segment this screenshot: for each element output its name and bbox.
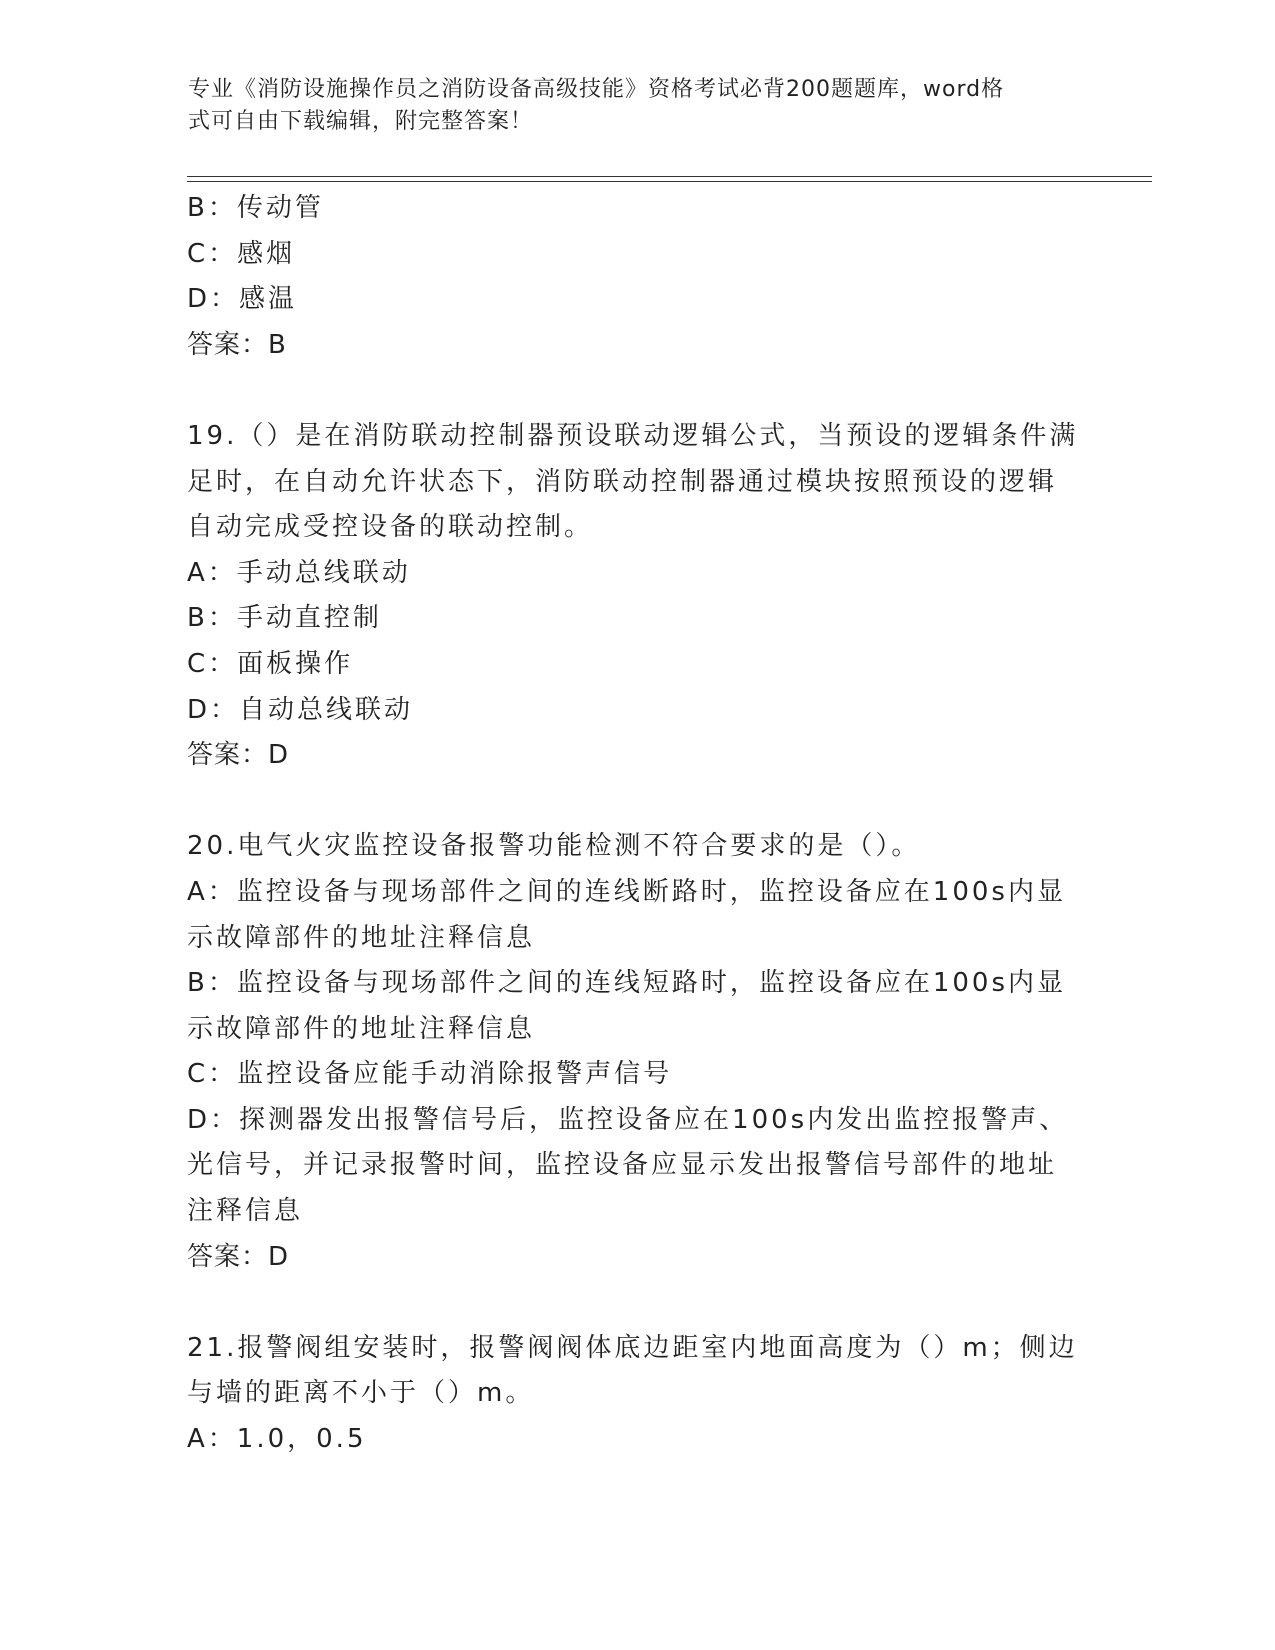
answer: 答案：B	[187, 329, 287, 360]
spacer	[187, 779, 1087, 825]
question-18	[187, 186, 1087, 368]
option-b: B：手动直控制	[187, 603, 382, 634]
option-a-line: 示故障部件的地址注释信息	[187, 922, 536, 953]
option-b-line: B：监控设备与现场部件之间的连线短路时，监控设备应在100s内显	[187, 968, 1067, 999]
spacer	[187, 368, 1087, 414]
question-stem-line: 21.报警阀组安装时，报警阀阀体底边距室内地面高度为（）m；侧边	[187, 1332, 1078, 1363]
option-d: D：感温	[187, 284, 298, 315]
question-list	[187, 186, 1087, 1463]
answer: 答案：D	[187, 1241, 290, 1272]
question-stem-line: 足时，在自动允许状态下，消防联动控制器通过模块按照预设的逻辑	[187, 466, 1058, 497]
option-a-line: A：监控设备与现场部件之间的连线断路时，监控设备应在100s内显	[187, 876, 1066, 907]
header-line-1: 专业《消防设施操作员之消防设备高级技能》资格考试必背200题题库，word格	[188, 77, 1005, 102]
spacer	[187, 1280, 1087, 1326]
header-rule-bottom	[187, 181, 1152, 182]
option-c: C：感烟	[187, 238, 296, 269]
option-a: A：手动总线联动	[187, 557, 411, 588]
question-stem-line: 与墙的距离不小于（）m。	[187, 1378, 535, 1409]
option-c: C：监控设备应能手动消除报警声信号	[187, 1059, 673, 1090]
question-stem-line: 19.（）是在消防联动控制器预设联动逻辑公式，当预设的逻辑条件满	[187, 420, 1079, 451]
option-d-line: 注释信息	[187, 1196, 304, 1227]
question-19	[187, 414, 1087, 779]
option-b-line: 示故障部件的地址注释信息	[187, 1013, 536, 1044]
option-d-line: D：探测器发出报警信号后，监控设备应在100s内发出监控报警声、	[187, 1104, 1069, 1135]
option-d: D：自动总线联动	[187, 694, 414, 725]
document-header	[188, 74, 1068, 138]
question-21	[187, 1326, 1087, 1463]
option-c: C：面板操作	[187, 648, 354, 679]
header-rule-top	[187, 176, 1152, 177]
question-20	[187, 824, 1087, 1280]
option-a: A：1.0，0.5	[187, 1424, 367, 1455]
option-d-line: 光信号，并记录报警时间，监控设备应显示发出报警信号部件的地址	[187, 1150, 1058, 1181]
option-b: B：传动管	[187, 193, 324, 223]
answer: 答案：D	[187, 740, 290, 771]
question-stem-line: 自动完成受控设备的联动控制。	[187, 512, 594, 543]
question-stem: 20.电气火灾监控设备报警功能检测不符合要求的是（）。	[187, 831, 921, 862]
header-line-2: 式可自由下载编辑，附完整答案！	[188, 109, 534, 134]
